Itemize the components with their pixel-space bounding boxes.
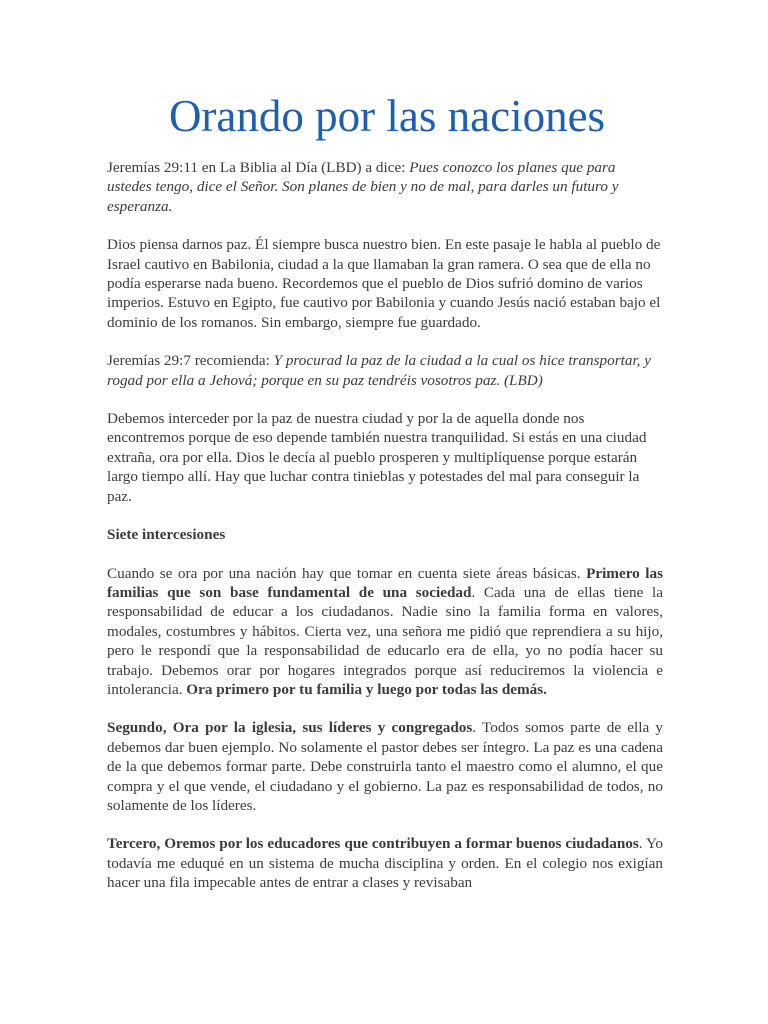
paragraph-educators [107,834,663,892]
emphasis-text: Tercero, Oremos por los educadores que contribuyen a formar buenos ciudadanos [107,835,639,853]
paragraph-text: Cuando se ora por una nación hay que tomar en cuenta siete áreas básicas. [107,564,587,582]
paragraph-church [107,718,663,815]
paragraph-peace-intro: Dios piensa darnos paz. Él siempre busca nuestro bien. En este pasaje le habla al pueblo de Israel cautivo en Babilonia, ciudad a la que llamaban la gran ramera. O sea que de ella no podía esperarse nada bueno. Recordemos que el pueblo de Dios sufrió domino de varios imperios. Estuvo en Egipto, fue cautivo por Babilonia y cuando Jesús nació estaban bajo el dominio de los romanos. Sin embargo, siempre fue guardado. [107,236,661,331]
paragraph-lead: Jeremías 29:7 recomienda: [107,352,274,370]
section-heading: Siete intercesiones [107,526,226,544]
scripture-quote: Pues conozco los planes que para ustedes tengo, dice el Señor. Son planes de bien y no de mal, para darles un futuro y esperanza. [107,159,619,215]
emphasis-text: Segundo, Ora por la iglesia, sus líderes y congregados [107,719,473,737]
document-page [107,0,663,893]
paragraph-jeremiah-29-7 [107,351,663,390]
paragraph-text: . Yo todavía me eduqué en un sistema de mucha disciplina y orden. En el colegio nos exigían hacer una fila impecable antes de entrar a clases y revisaban [107,835,663,892]
paragraph-text: . Cada una de ellas tiene la responsabilidad de educar a los ciudadanos. Nadie sino la familia forma en valores, modales, costumbres y hábitos. Cierta vez, una señora me pidió que reprendiera a su hijo, pero le respondí que la responsabilidad de educarlo era de ella, yo no podía hacer su trabajo. Debemos orar por hogares integrados porque así reduciremos la violencia e intolerancia. [107,583,663,698]
paragraph-intercede-city: Debemos interceder por la paz de nuestra ciudad y por la de aquella donde nos encontremos porque de eso depende también nuestra tranquilidad. Si estás en una ciudad extraña, ora por ella. Dios le decía al pueblo prosperen y multiplíquense porque estarán largo tiempo allí. Hay que luchar contra tinieblas y potestades del mal para conseguir la paz. [107,410,647,505]
paragraph-jeremiah-29-11 [107,158,663,216]
document-title: Orando por las naciones [168,91,606,141]
emphasis-text: Ora primero por tu familia y luego por todas las demás. [186,680,547,698]
paragraph-lead: Jeremías 29:11 en La Biblia al Día (LBD) a dice: [107,159,410,176]
scripture-quote: Y procurad la paz de la ciudad a la cual os hice transportar, y rogad por ella a Jehová; porque en su paz tendréis vosotros paz. (LBD) [107,352,652,389]
paragraph-text: . Todos somos parte de ella y debemos dar buen ejemplo. No solamente el pastor debes ser íntegro. La paz es una cadena de la que debemos formar parte. Debe construirla tanto el maestro como el alumno, el que compra y el que vende, el ciudadano y el gobierno. La paz es responsabilidad de todos, no solamente de los líderes. [107,719,663,814]
paragraph-families [107,564,663,700]
emphasis-text: Primero las familias que son base fundamental de una sociedad [107,564,663,601]
